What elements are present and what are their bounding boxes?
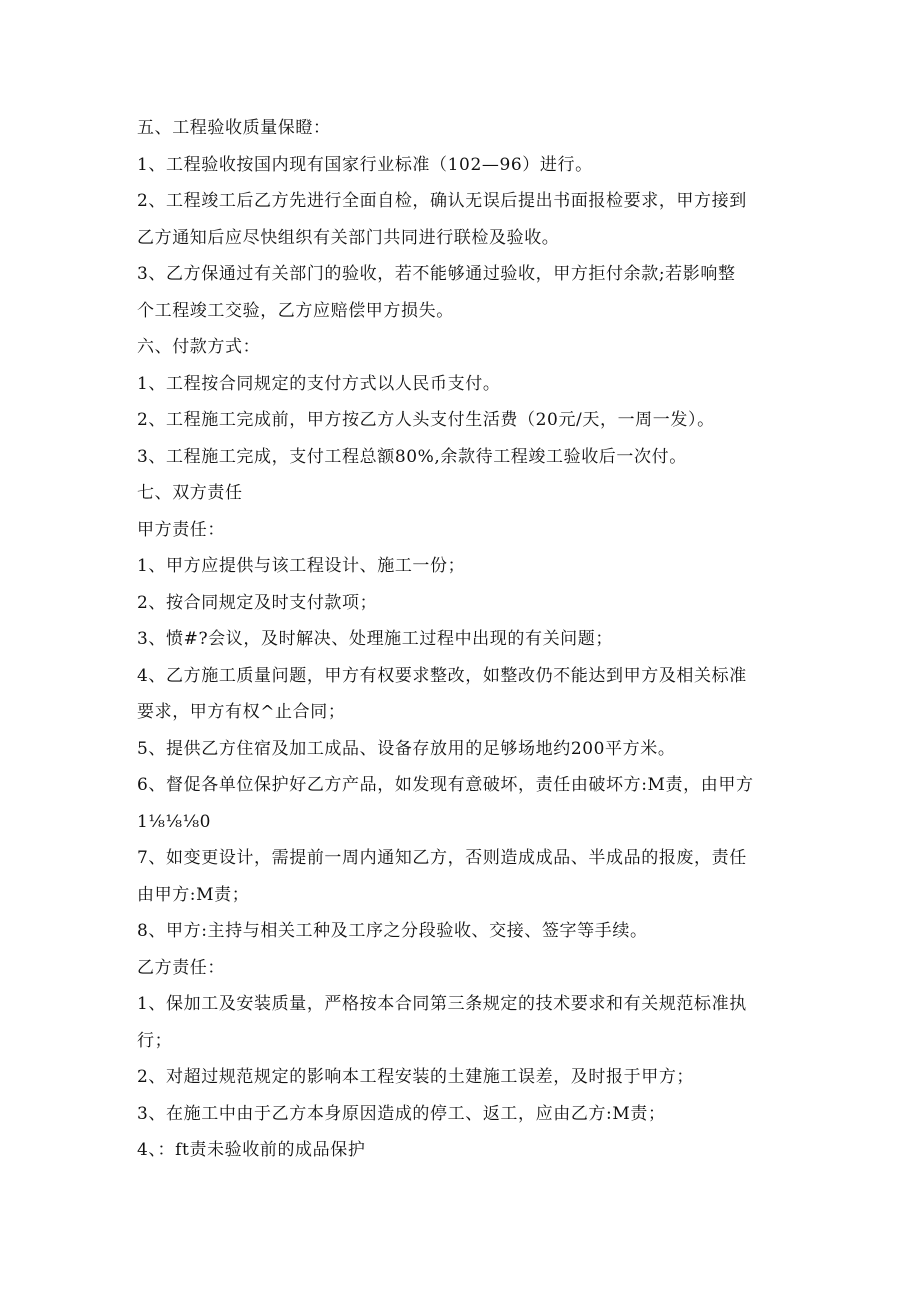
paragraph-line: 8、甲方:主持与相关工种及工序之分段验收、交接、签字等手续。 (137, 921, 648, 941)
paragraph-line: 4、：ft责未验收前的成品保护 (137, 1140, 366, 1160)
section-heading-payment: 六、付款方式： (137, 337, 261, 357)
paragraph-line: 1、保加工及安装质量，严格按本合同第三条规定的技术要求和有关规范标准执 (137, 994, 747, 1014)
section-heading-acceptance: 五、工程验收质量保瞪： (137, 118, 331, 138)
paragraph-line: 1、甲方应提供与该工程设计、施工一份； (137, 556, 466, 576)
subheading-party-a: 甲方责任： (137, 519, 225, 540)
paragraph-line: 6、督促各单位保护好乙方产品，如发现有意破坏，责任由破坏方:M责，由甲方 (137, 775, 754, 795)
section-heading-responsibilities: 七、双方责任 (137, 483, 243, 503)
paragraph-line: 要求，甲方有权^止合同； (137, 702, 346, 722)
paragraph-line: 4、乙方施工质量问题，甲方有权要求整改，如整改仍不能达到甲方及相关标准 (137, 665, 747, 686)
paragraph-line: 3、在施工中由于乙方本身原因造成的停工、返工，应由乙方:M责； (137, 1103, 666, 1124)
paragraph-line: 1⅛⅛⅛0 (137, 811, 212, 832)
paragraph-line: 2、对超过规范规定的影响本工程安装的土建施工误差，及时报于甲方； (137, 1067, 695, 1087)
paragraph-line: 2、按合同规定及时支付款项； (137, 592, 378, 613)
paragraph-line: 5、提供乙方住宿及加工成品、设备存放用的足够场地约200平方米。 (137, 738, 676, 759)
paragraph-line: 3、工程施工完成，支付工程总额80%,余款待工程竣工验收后一次付。 (137, 446, 687, 467)
paragraph-line: 7、如变更设计，需提前一周内通知乙方，否则造成成品、半成品的报废，责任 (137, 848, 747, 868)
paragraph-line: 3、乙方保通过有关部门的验收，若不能够通过验收，甲方拒付余款;若影响整 (137, 264, 736, 284)
paragraph-line: 1、工程验收按国内现有国家行业标准（102—96）进行。 (137, 154, 593, 175)
subheading-party-b: 乙方责任： (137, 957, 225, 978)
paragraph-line: 乙方通知后应尽快组织有关部门共同进行联检及验收。 (137, 227, 560, 248)
paragraph-line: 行； (137, 1030, 173, 1051)
paragraph-line: 2、工程竣工后乙方先进行全面自检，确认无误后提出书面报检要求，甲方接到 (137, 191, 747, 211)
paragraph-line: 2、工程施工完成前，甲方按乙方人头支付生活费（20元/天，一周一发）。 (137, 410, 715, 430)
paragraph-line: 由甲方:M责； (137, 884, 250, 905)
paragraph-line: 3、愤#?会议，及时解决、处理施工过程中出现的有关问题； (137, 629, 613, 649)
document-body (137, 110, 787, 1169)
paragraph-line: 个工程竣工交验，乙方应赔偿甲方损失。 (137, 300, 454, 321)
paragraph-line: 1、工程按合同规定的支付方式以人民币支付。 (137, 373, 501, 394)
